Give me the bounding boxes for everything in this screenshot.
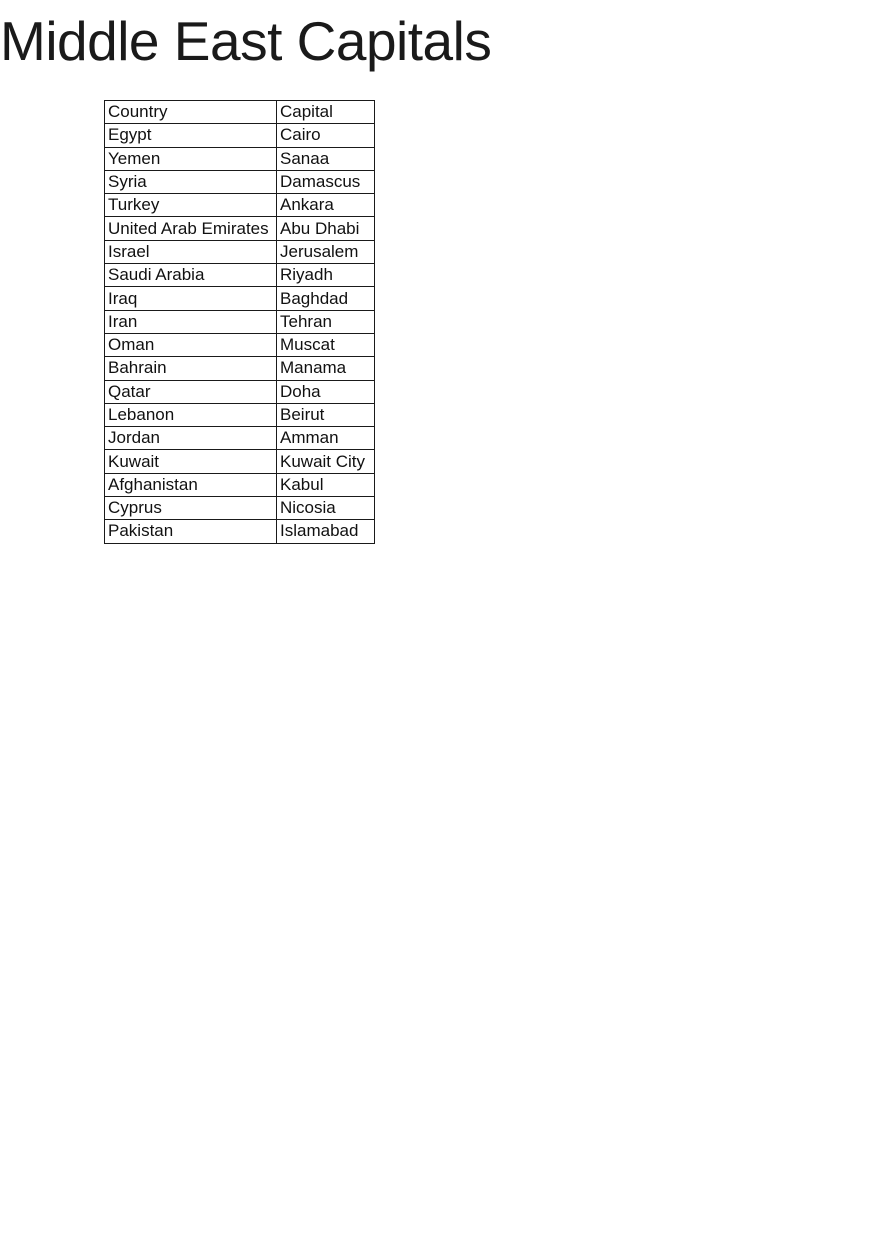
capital-cell: Jerusalem	[277, 240, 375, 263]
capital-cell: Ankara	[277, 194, 375, 217]
country-cell: Bahrain	[105, 357, 277, 380]
table-row	[105, 287, 375, 310]
capital-cell: Abu Dhabi	[277, 217, 375, 240]
country-cell: Pakistan	[105, 520, 277, 543]
capital-cell: Tehran	[277, 310, 375, 333]
capital-cell: Cairo	[277, 124, 375, 147]
country-cell: Kuwait	[105, 450, 277, 473]
table-row	[105, 333, 375, 356]
table-body	[105, 101, 375, 544]
table-row	[105, 217, 375, 240]
table-row	[105, 264, 375, 287]
capital-cell: Kuwait City	[277, 450, 375, 473]
country-cell: Cyprus	[105, 497, 277, 520]
country-cell: Saudi Arabia	[105, 264, 277, 287]
table-row	[105, 427, 375, 450]
table-row	[105, 380, 375, 403]
capital-cell: Doha	[277, 380, 375, 403]
header-cell-country: Country	[105, 101, 277, 124]
country-cell: Syria	[105, 170, 277, 193]
country-cell: United Arab Emirates	[105, 217, 277, 240]
table-row	[105, 147, 375, 170]
header-cell-capital: Capital	[277, 101, 375, 124]
country-cell: Turkey	[105, 194, 277, 217]
capital-cell: Nicosia	[277, 497, 375, 520]
country-cell: Oman	[105, 333, 277, 356]
capital-cell: Sanaa	[277, 147, 375, 170]
table-row	[105, 194, 375, 217]
country-cell: Iran	[105, 310, 277, 333]
capital-cell: Riyadh	[277, 264, 375, 287]
capital-cell: Islamabad	[277, 520, 375, 543]
table-header-row	[105, 101, 375, 124]
table-row	[105, 497, 375, 520]
table-row	[105, 403, 375, 426]
table-row	[105, 520, 375, 543]
capital-cell: Kabul	[277, 473, 375, 496]
capital-cell: Manama	[277, 357, 375, 380]
capital-cell: Muscat	[277, 333, 375, 356]
table-row	[105, 473, 375, 496]
country-cell: Israel	[105, 240, 277, 263]
table-row	[105, 450, 375, 473]
table-row	[105, 240, 375, 263]
capital-cell: Beirut	[277, 403, 375, 426]
table-row	[105, 357, 375, 380]
country-cell: Iraq	[105, 287, 277, 310]
capitals-table	[104, 100, 375, 544]
page-title: Middle East Capitals	[0, 10, 492, 72]
table-row	[105, 170, 375, 193]
table-row	[105, 124, 375, 147]
table-row	[105, 310, 375, 333]
capital-cell: Damascus	[277, 170, 375, 193]
country-cell: Qatar	[105, 380, 277, 403]
capital-cell: Amman	[277, 427, 375, 450]
country-cell: Yemen	[105, 147, 277, 170]
country-cell: Lebanon	[105, 403, 277, 426]
country-cell: Jordan	[105, 427, 277, 450]
capital-cell: Baghdad	[277, 287, 375, 310]
country-cell: Afghanistan	[105, 473, 277, 496]
country-cell: Egypt	[105, 124, 277, 147]
